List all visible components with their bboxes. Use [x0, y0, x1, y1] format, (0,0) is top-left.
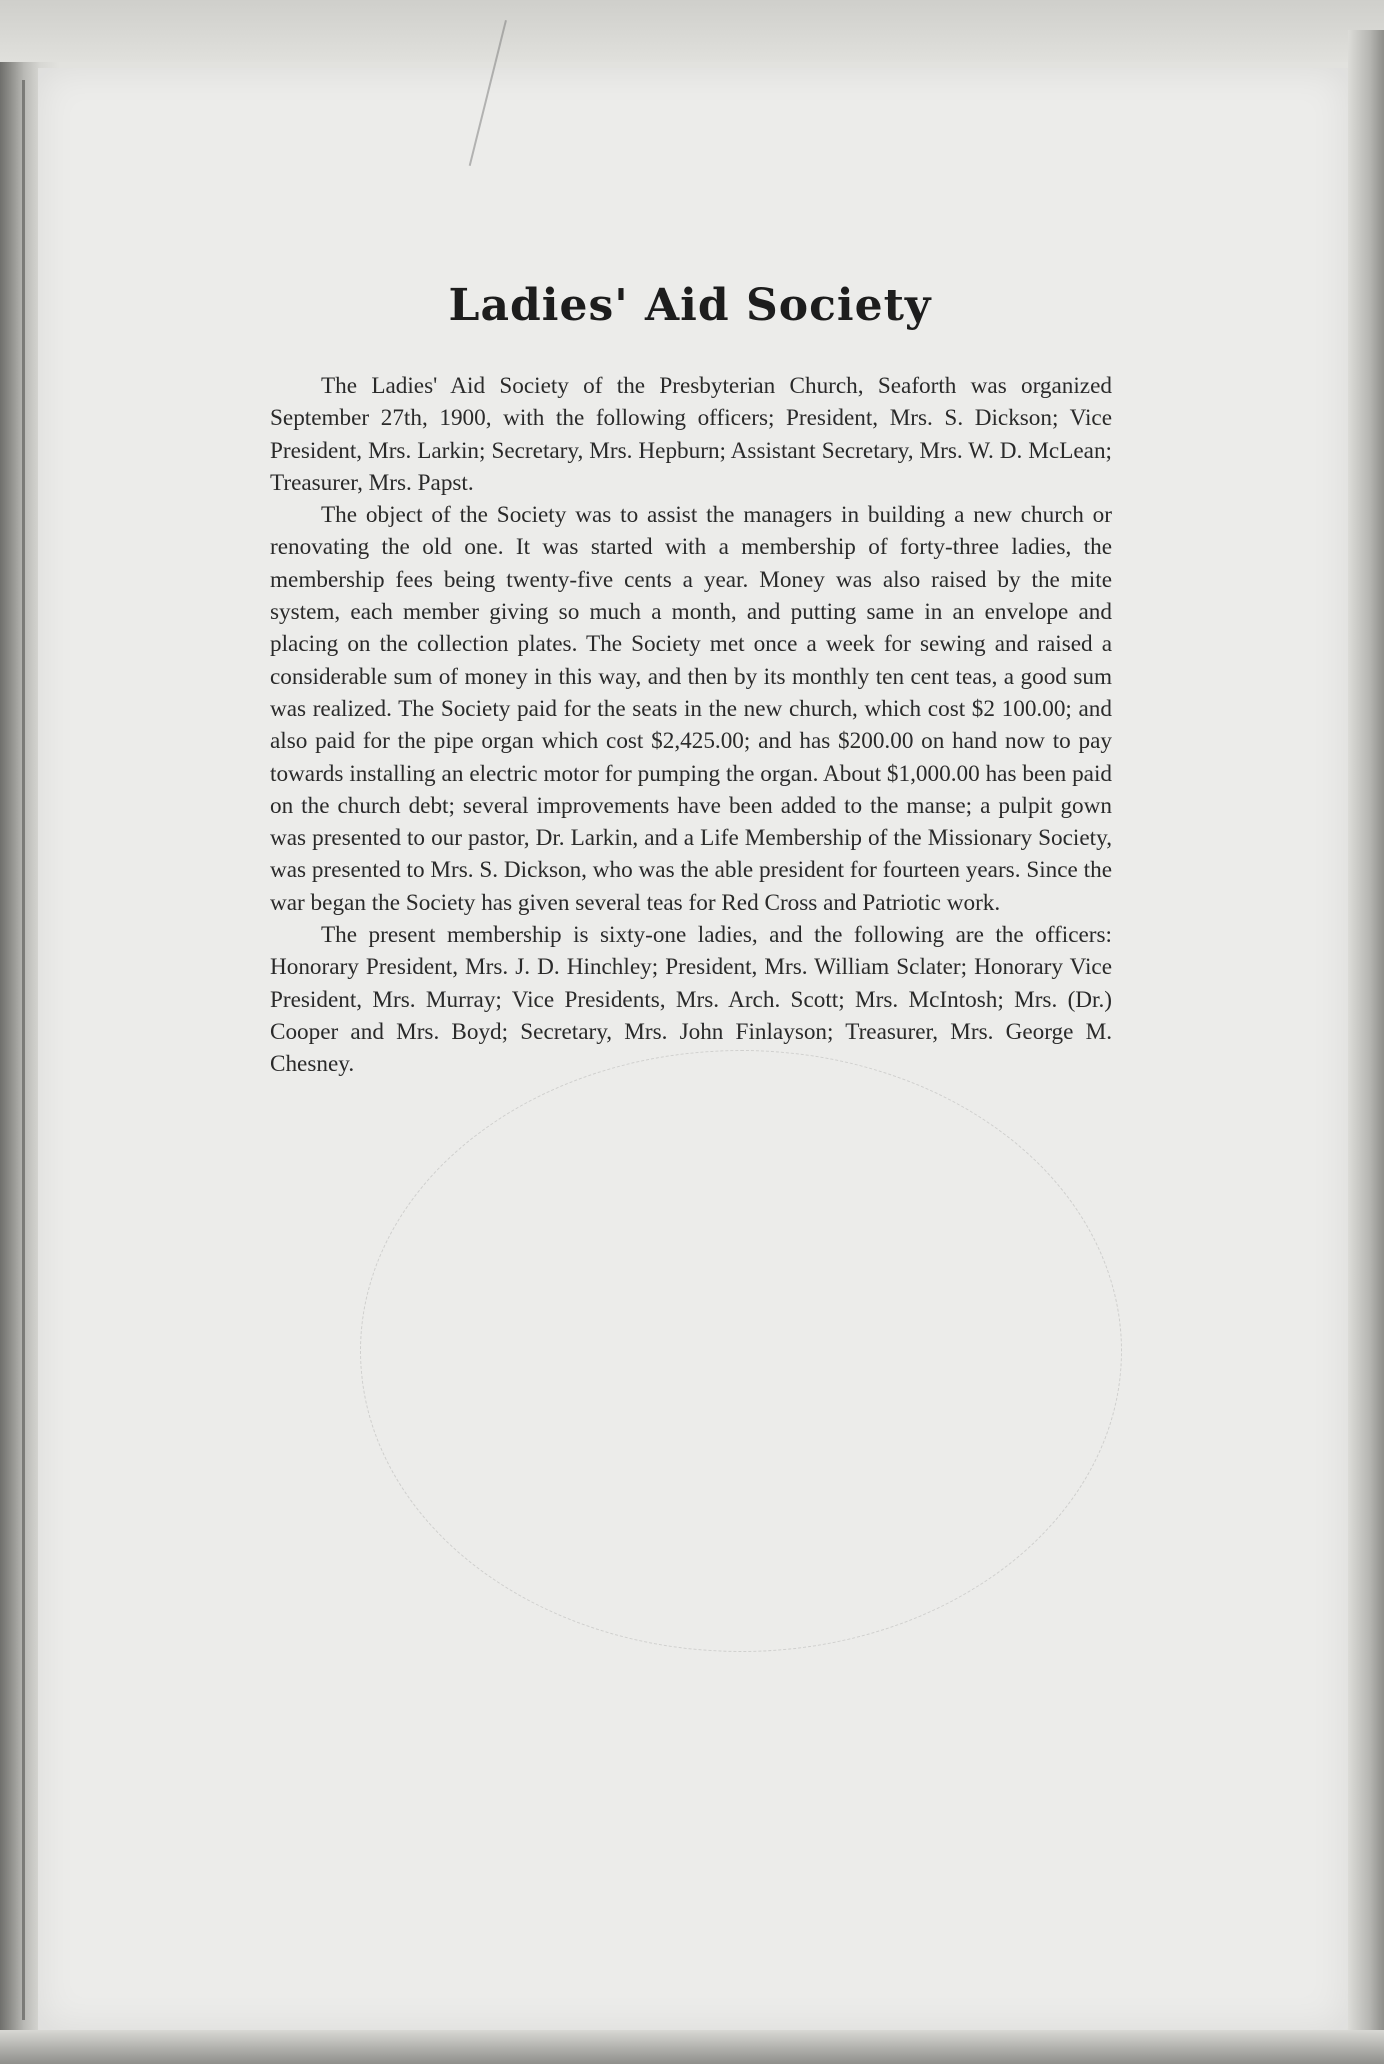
article-body — [270, 370, 1112, 1081]
page-top-edge — [0, 0, 1384, 62]
paragraph-organization: The Ladies' Aid Society of the Presbyterian Church, Seaforth was organized September 27th, 1900, with the following officers; President, Mrs. S. Dickson; Vice President, Mrs. Larkin; Secretary, Mrs. Hepburn; Assistant Secretary, Mrs. W. D. McLean; Treasurer, Mrs. Papst. — [270, 373, 1112, 496]
page-bottom-edge — [0, 2030, 1384, 2064]
paragraph-present-membership: The present membership is sixty-one ladies, and the following are the officers: Honorary President, Mrs. J. D. Hinchley; President, Mrs. William Sclater; Honorary Vice President, Mrs. Murray; Vice Presidents, Mrs. Arch. Scott; Mrs. McIntosh; Mrs. (Dr.) Cooper and Mrs. Boyd; Secretary, Mrs. John Finlayson; Treasurer, Mrs. George M. Chesney. — [270, 922, 1112, 1078]
faint-oval-impression — [360, 1050, 1122, 1652]
page-heading: Ladies' Aid Society — [448, 280, 932, 331]
binding-gutter — [22, 80, 25, 2020]
paragraph-object: The object of the Society was to assist the managers in building a new church or renovating the old one. It was started with a membership of forty-three ladies, the membership fees being twenty-five cents a year. Money was also raised by the mite system, each member giving so much a month, and putting same in an envelope and placing on the collection plates. The Society met once a week for sewing and raised a considerable sum of money in this way, and then by its monthly ten cent teas, a good sum was realized. The Society paid for the seats in the new church, which cost $2 100.00; and also paid for the pipe organ which cost $2,425.00; and has $200.00 on hand now to pay towards installing an electric motor for pumping the organ. About $1,000.00 has been paid on the church debt; several improvements have been added to the manse; a pulpit gown was presented to our pastor, Dr. Larkin, and a Life Membership of the Missionary Society, was presented to Mrs. S. Dickson, who was the able president for fourteen years. Since the war began the Society has given several teas for Red Cross and Patriotic work. — [270, 502, 1112, 916]
page-right-edge — [1348, 30, 1384, 2064]
